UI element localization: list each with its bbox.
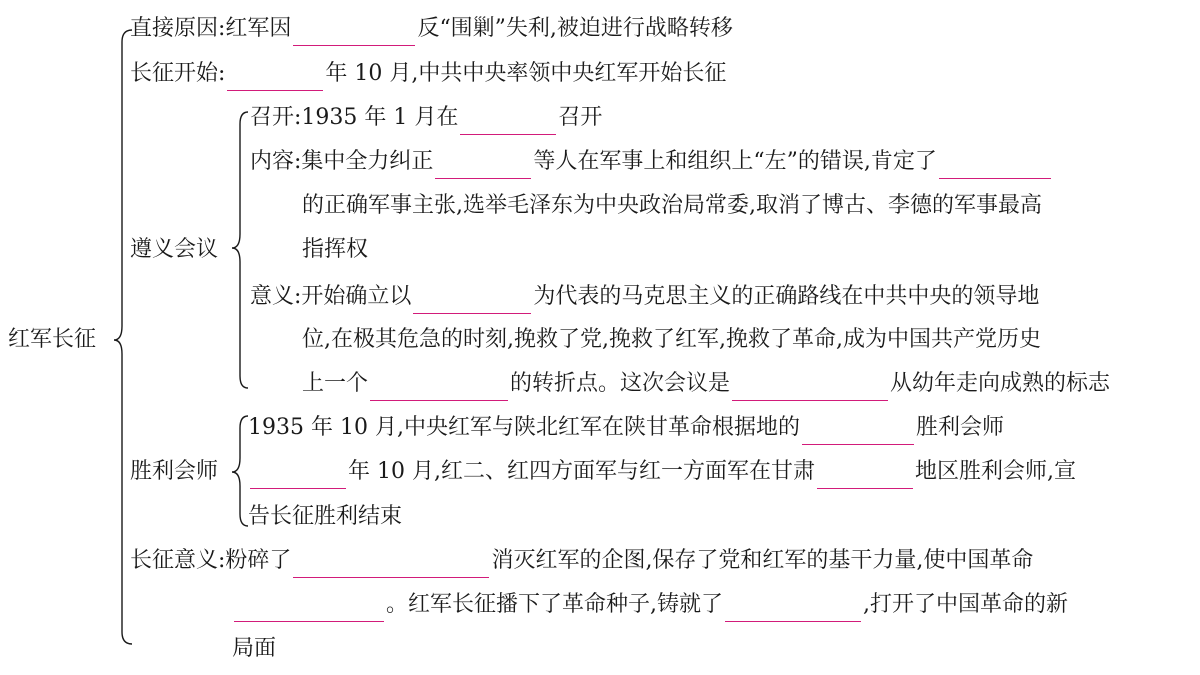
- victory-line3: 告长征胜利结束: [248, 504, 403, 529]
- blank-zunyi-corrected[interactable]: [435, 152, 531, 179]
- blank-zunyi-affirmed[interactable]: [939, 152, 1051, 179]
- victory-line1-b: 胜利会师: [915, 415, 1004, 440]
- victory-label: 胜利会师: [130, 459, 219, 484]
- victory-line2-a: 年 10 月,红二、红四方面军与红一方面军在甘肃: [348, 459, 815, 484]
- blank-meaning-enemy[interactable]: [293, 551, 489, 578]
- zunyi-content-line2: 的正确军事主张,选举毛泽东为中央政治局常委,取消了博古、李德的军事最高: [302, 193, 1042, 218]
- direct-cause-line: [130, 12, 733, 46]
- meaning-line3: 局面: [232, 636, 277, 661]
- root-title: 红军长征: [8, 327, 97, 352]
- direct-cause-label: 直接原因:: [130, 16, 226, 41]
- zunyi-significance-b: 为代表的马克思主义的正确路线在中共中央的领导地: [533, 284, 1040, 309]
- meaning-d: ,打开了中国革命的新: [863, 592, 1068, 617]
- blank-victory-place2[interactable]: [817, 462, 913, 489]
- meaning-b: 消灭红军的企图,保存了党和红军的基干力量,使中国革命: [491, 548, 1034, 573]
- zunyi-significance-line3-b: 的转折点。这次会议是: [510, 371, 731, 396]
- blank-meaning-revolution[interactable]: [234, 595, 384, 622]
- zunyi-significance-a: 意义:开始确立以: [250, 284, 412, 309]
- meaning-c: 。红军长征播下了革命种子,铸就了: [386, 592, 723, 617]
- march-start-line: [130, 57, 726, 91]
- victory-line2: [248, 455, 1076, 489]
- zunyi-brace: [232, 112, 248, 388]
- meaning-line2: [232, 588, 1068, 622]
- zunyi-convene-line: [250, 101, 602, 135]
- zunyi-label: 遵义会议: [130, 237, 219, 262]
- direct-cause-text-a: 红军因: [225, 16, 292, 41]
- zunyi-significance-line2: 位,在极其危急的时刻,挽救了党,挽救了红军,挽救了革命,成为中国共产党历史: [302, 327, 1041, 352]
- blank-march-start-year[interactable]: [227, 64, 323, 91]
- zunyi-significance-line3: [302, 367, 1110, 401]
- zunyi-convene-a: 召开:1935 年 1 月在: [250, 105, 459, 130]
- blank-zunyi-turning-point[interactable]: [370, 374, 508, 401]
- victory-line2-b: 地区胜利会师,宣: [914, 459, 1076, 484]
- zunyi-content-line1: [250, 145, 1053, 179]
- victory-line1-a: 1935 年 10 月,中央红军与陕北红军在陕甘革命根据地的: [248, 415, 800, 440]
- zunyi-content-a: 内容:集中全力纠正: [250, 149, 434, 174]
- meaning-label: 长征意义:: [130, 548, 226, 573]
- blank-victory-year[interactable]: [250, 462, 346, 489]
- march-start-text: 年 10 月,中共中央率领中央红军开始长征: [325, 61, 727, 86]
- zunyi-convene-b: 召开: [558, 105, 603, 130]
- meaning-line1: [130, 544, 1033, 578]
- blank-direct-cause[interactable]: [293, 19, 415, 46]
- blank-zunyi-leader[interactable]: [413, 287, 531, 314]
- march-start-label: 长征开始:: [130, 61, 226, 86]
- zunyi-significance-line3-a: 上一个: [302, 371, 369, 396]
- direct-cause-text-b: 反“围剿”失利,被迫进行战略转移: [417, 16, 733, 41]
- zunyi-significance-line3-c: 从幼年走向成熟的标志: [890, 371, 1111, 396]
- blank-zunyi-maturity[interactable]: [732, 374, 888, 401]
- meaning-a: 粉碎了: [225, 548, 292, 573]
- zunyi-significance-line1: [250, 280, 1039, 314]
- blank-meaning-spirit[interactable]: [725, 595, 861, 622]
- blank-victory-place1[interactable]: [802, 418, 914, 445]
- blank-zunyi-place[interactable]: [460, 108, 556, 135]
- victory-line1: [248, 411, 1004, 445]
- zunyi-content-b: 等人在军事上和组织上“左”的错误,肯定了: [533, 149, 937, 174]
- zunyi-content-line3: 指挥权: [302, 237, 369, 262]
- victory-brace: [232, 416, 248, 526]
